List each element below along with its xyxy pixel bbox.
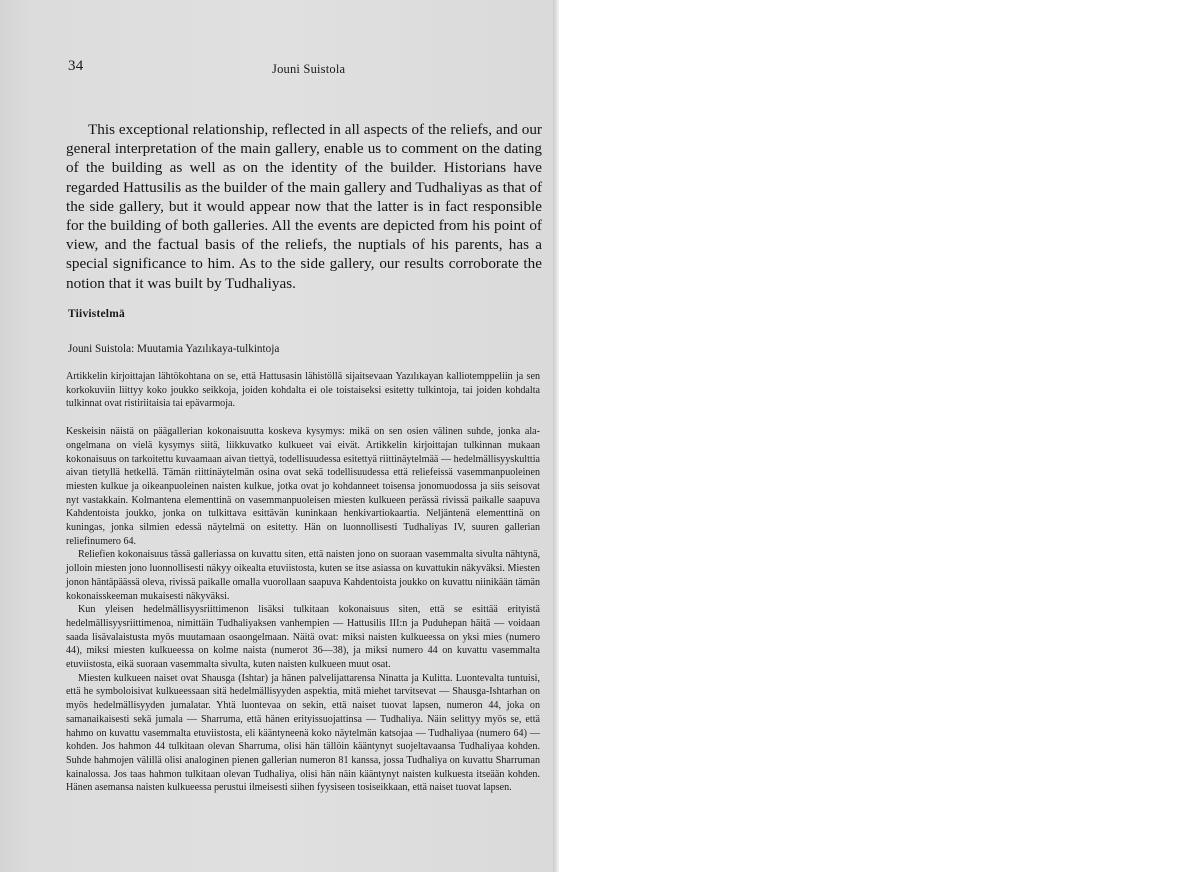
summary-paragraph: Keskeisin näistä on päägallerian kokonaisuutta koskeva kysymys: mikä on sen osien välinen suhde, jonka ala-ongelmana on vielä kysymys siitä, liikkuvatko kulkueet vai eivät. Artikkelin kirjoittajan tulkinnan mukaan kokonaisuus on tarkoitettu kuvaamaan aivan tiettyä, todellisuudessa esitettyä riittinäytelmää — hedelmällisyyskulttia aivan tietyllä hetkellä. Tämän riittinäytelmän osina ovat sekä todellisuudessa että reliefeissä vasemmanpuoleinen miesten kulkue ja oikeanpuoleinen naisten kulkue, jotka ovat jo kohdanneet toisensa jonomuodossa ja siis seisovat nyt vastakkain. Kolmantena elementtinä on vasemmanpuoleisen miesten kulkueen perässä rivissä paikalle saapuva Kahdentoista joukko, jonka on tulkittava esittävän kuninkaan henkivartiokaartia. Neljäntenä elementtinä on kuningas, jonka silmien edessä näytelmä on esitetty. Hän on luonnollisesti Tudhaliyas IV, suuren gallerian reliefinumero 64. bbox=[66, 426, 540, 547]
summary-paragraph: Kun yleisen hedelmällisyysriittimenon lisäksi tulkitaan kokonaisuus siten, että se esittää erityistä hedelmällisyysriittimenoa, nimittäin Tudhaliyaksen vanhempien — Hattusilis III:n ja Puduhepan häitä — voidaan saada lisävalaistusta myös muutamaan osaongelmaan. Näitä ovat: miksi naisten kulkueessa on yksi mies (numero 44), miksi miesten kulkueessa on kolme naista (numerot 36—38), ja miksi numero 44 on kuvattu vasemmalta etuviistosta, eikä suoraan vasemmalta sivulta, kuten naisten kulkueen muut osat. bbox=[66, 604, 540, 671]
summary-paragraph: Reliefien kokonaisuus tässä galleriassa on kuvattu siten, että naisten jono on suoraan vasemmalta sivulta nähtynä, jolloin miesten jono luonnollisesti näkyy oikealta etuviistosta, kuten se itse asiassa on kuvattukin näkyväksi. Miesten jonon häntäpäässä oleva, rivissä paikalle omalla vuorollaan saapuva Kahdentoista joukko on kuvattu niinikään tämän kokonaisskeeman mukaisesti näkyväksi. bbox=[66, 549, 540, 602]
page-number: 34 bbox=[68, 58, 84, 74]
summary-heading: Tiivistelmä bbox=[68, 308, 125, 320]
summary-title: Jouni Suistola: Muutamia Yazılıkaya-tulkintoja bbox=[68, 343, 280, 355]
main-paragraph: This exceptional relationship, reflected in all aspects of the reliefs, and our general interpretation of the main gallery, enable us to comment on the dating of the building as well as on the identity of the builder. Historians have regarded Hattusilis as the builder of the main gallery and Tudhaliyas as that of the side gallery, but it would appear now that the latter is in fact responsible for the building of both galleries. All the events are depicted from his point of view, and the factual basis of the reliefs, the nuptials of his parents, has a special significance to him. As to the side gallery, our results corroborate the notion that it was built by Tudhaliyas. bbox=[66, 121, 542, 292]
summary-paragraph: Miesten kulkueen naiset ovat Shausga (Ishtar) ja hänen palvelijattarensa Ninatta ja Kulitta. Luontevalta tuntuisi, että he symboloisivat kulkueessaan sitä hedelmällisyyden aspektia, mitä miehet tarvitsevat — Shausga-Ishtarhan on myös hedelmällisyyden jumalatar. Yhtä luontevaa on sekin, että naiset tuovat lapsen, numeron 44, joka on samanaikaisesti sekä jumala — Sharruma, että hänen erityissuojattinsa — Tudhaliya. Näin selittyy myös se, että hahmo on kuvattu vasemmalta etuviistosta, eli kääntyneenä koko näytelmän katsojaa — Tudhaliyaa (numero 64) — kohden. Jos hahmon 44 tulkitaan olevan Sharruma, olisi hän tällöin kääntynyt suojeltavaansa Tudhaliyaa kohden. Suhde hahmojen välillä olisi analoginen pienen gallerian numeron 81 kanssa, jossa Tudhaliya on kuvattu Sharruman kainalossa. Jos taas hahmon tulkitaan olevan Tudhaliya, olisi hän näin kääntynyt naisten kulkuesta itseään kohden. Hänen asemansa naisten kulkueessa perustui ilmeisesti siihen fyysiseen tosiseikkaan, että naiset tuovat lapsen. bbox=[66, 672, 540, 794]
summary-paragraph: Artikkelin kirjoittajan lähtökohtana on se, että Hattusasin lähistöllä sijaitsevaan Yazılıkayan kalliotemppeliin ja sen korkokuviin liittyy koko joukko seikkoja, joiden kohdalta ei ole toistaiseksi esitetty tulkintoja, tai joiden kohdalta tulkinnat ovat ristiriitaisia tai epävarmoja. bbox=[66, 371, 540, 410]
page-gutter bbox=[553, 0, 559, 872]
book-page bbox=[0, 0, 553, 872]
summary-body bbox=[66, 370, 540, 795]
running-head: Jouni Suistola bbox=[272, 62, 346, 76]
